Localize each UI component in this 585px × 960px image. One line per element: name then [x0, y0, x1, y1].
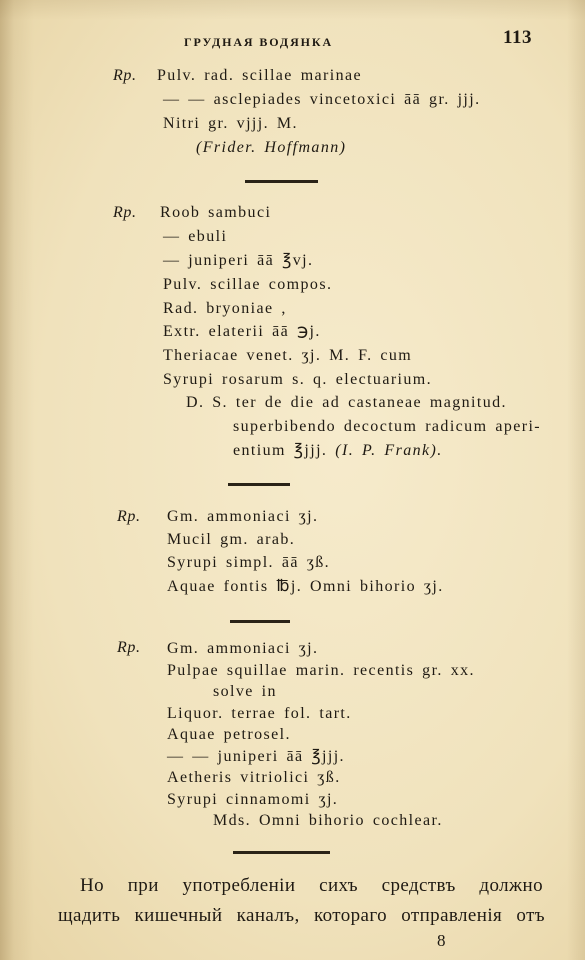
- rp-label: Rp.: [117, 508, 141, 525]
- prescription-line: Liquor. terrae fol. tart.: [167, 705, 352, 722]
- prescription-line: Rad. bryoniae ,: [163, 300, 287, 317]
- prescription-line: solve in: [213, 683, 277, 700]
- body-text-line: щадить кишечный каналъ, котораго отправленія отъ: [58, 905, 545, 926]
- prescription-line: Gm. ammoniaci ʒj.: [167, 508, 319, 525]
- prescription-line: — ebuli: [163, 228, 228, 245]
- prescription-line: Roob sambuci: [160, 204, 272, 221]
- prescription-line: Mds. Omni bihorio cochlear.: [213, 812, 443, 829]
- prescription-line: Aquae fontis ℔j. Omni bihorio ʒj.: [167, 578, 444, 595]
- prescription-line: Aetheris vitriolici ʒß.: [167, 769, 341, 786]
- running-head: ГРУДНАЯ ВОДЯНКА: [184, 35, 334, 49]
- prescription-line: Pulpae squillae marin. recentis gr. xx.: [167, 662, 475, 679]
- prescription-line: Syrupi cinnamomi ʒj.: [167, 791, 339, 808]
- prescription-line: D. S. ter de die ad castaneae magnitud.: [186, 394, 507, 411]
- prescription-line: Aquae petrosel.: [167, 726, 291, 743]
- section-rule: [233, 851, 330, 854]
- prescription-line: Pulv. scillae compos.: [163, 276, 333, 293]
- prescription-attribution: (I. P. Frank).: [335, 442, 443, 459]
- prescription-line: — — juniperi āā ℥jjj.: [167, 748, 345, 765]
- section-rule: [228, 483, 290, 486]
- prescription-line: — juniperi āā ℥vj.: [163, 252, 314, 269]
- body-text-line: Но при употребленіи сихъ средствъ должно: [80, 875, 543, 896]
- rp-label: Rp.: [117, 639, 141, 656]
- prescription-line: [233, 441, 443, 461]
- section-rule: [245, 180, 318, 183]
- section-rule: [230, 620, 290, 623]
- prescription-line: Syrupi rosarum s. q. electuarium.: [163, 371, 433, 388]
- prescription-attribution: (Frider. Hoffmann): [196, 139, 347, 156]
- prescription-line: Mucil gm. arab.: [167, 531, 296, 548]
- signature-mark: 8: [437, 931, 446, 950]
- prescription-line-text: entium ℥jjj.: [233, 442, 328, 459]
- prescription-line: Extr. elaterii āā ℈j.: [163, 323, 321, 340]
- page-number: 113: [503, 27, 532, 48]
- prescription-line: Theriacae venet. ʒj. M. F. cum: [163, 347, 413, 364]
- prescription-line: Pulv. rad. scillae marinae: [157, 67, 363, 84]
- prescription-line: Gm. ammoniaci ʒj.: [167, 640, 319, 657]
- rp-label: Rp.: [113, 67, 137, 84]
- prescription-line: — — asclepiades vincetoxici āā gr. jjj.: [163, 91, 481, 108]
- prescription-line: Syrupi simpl. āā ʒß.: [167, 554, 331, 571]
- rp-label: Rp.: [113, 204, 137, 221]
- prescription-line: Nitri gr. vjjj. M.: [163, 115, 298, 132]
- prescription-line: superbibendo decoctum radicum aperi-: [233, 418, 542, 435]
